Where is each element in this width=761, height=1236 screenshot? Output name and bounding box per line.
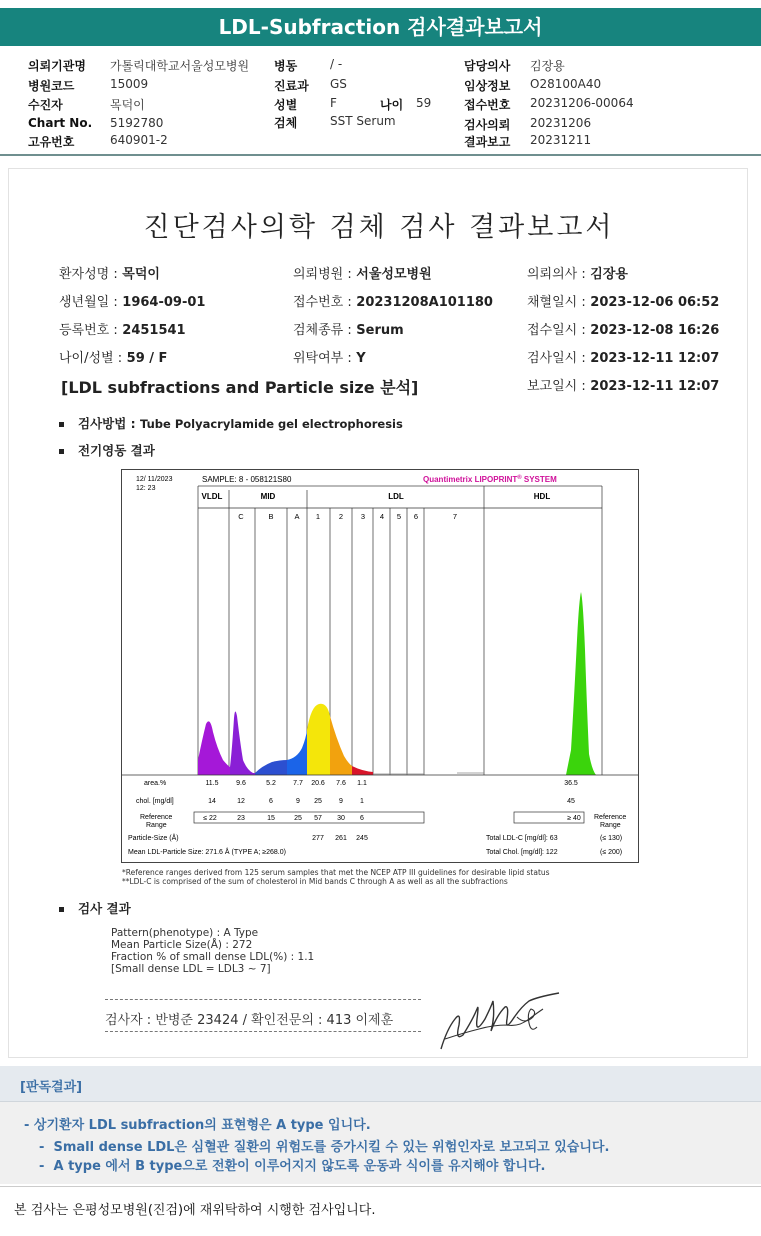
info-value: GS xyxy=(330,77,347,91)
group-label-hdl: HDL xyxy=(533,492,551,501)
info-label: 결과보고 xyxy=(464,135,511,149)
patient-field: 접수번호 : 20231208A101180 xyxy=(293,295,493,310)
mid-c-peak xyxy=(230,711,255,775)
patient-field: 검사일시 : 2023-12-11 12:07 xyxy=(527,351,720,366)
band-label: A xyxy=(294,512,300,521)
patient-field: 의뢰병원 : 서울성모병원 xyxy=(293,267,432,282)
band-label: 5 xyxy=(396,512,402,521)
chart-date: 12/ 11/2023 xyxy=(136,476,173,483)
info-value: 20231211 xyxy=(530,133,592,147)
row-chol-label: chol. [mg/dl] xyxy=(136,798,174,805)
info-value: 20231206 xyxy=(530,116,592,130)
info-value: 20231206-00064 xyxy=(530,96,634,110)
interpretation-line: - A type 에서 B type으로 전환이 이루어지지 않도록 운동과 식이를 유지해야 합니다. xyxy=(30,1159,546,1174)
lab-report-image xyxy=(8,168,748,1058)
info-label: 진료과 xyxy=(274,79,309,93)
chart-brand: Quantimetrix LIPOPRINT® SYSTEM xyxy=(423,475,557,484)
info-label: 임상정보 xyxy=(464,79,511,93)
patient-field: 접수일시 : 2023-12-08 16:26 xyxy=(527,323,720,338)
chol-value: 25 xyxy=(314,798,322,805)
band-dividers xyxy=(198,486,602,775)
group-label-mid: MID xyxy=(260,492,276,501)
info-value: SST Serum xyxy=(330,114,396,128)
footnote: **LDL-C is comprised of the sum of cholesterol in Mid bands C through A as well as all the subfractions xyxy=(122,877,508,886)
result-line: Mean Particle Size(Å) : 272 xyxy=(111,939,253,951)
footnote: *Reference ranges derived from 125 serum samples that met the NCEP ATP III guidelines for desirable lipid status xyxy=(122,868,550,877)
ldl3-peak xyxy=(352,766,373,775)
right-ref-label: Range xyxy=(600,822,621,829)
info-label: 병동 xyxy=(274,59,298,73)
report-header-title: LDL-Subfraction 검사결과보고서 xyxy=(0,8,761,46)
info-label: 수진자 xyxy=(28,98,63,112)
patient-field: 채혈일시 : 2023-12-06 06:52 xyxy=(527,295,720,310)
total-chol-ref: (≤ 200) xyxy=(600,849,623,856)
particle-value: 245 xyxy=(356,835,368,842)
band-label: 2 xyxy=(338,512,344,521)
info-label: 담당의사 xyxy=(464,59,511,73)
chol-value: 12 xyxy=(237,798,245,805)
ref-label: Range xyxy=(146,822,167,829)
info-value: 가톨릭대학교서울성모병원 xyxy=(110,59,250,73)
group-label-ldl: LDL xyxy=(388,492,404,501)
band-label: 7 xyxy=(452,512,458,521)
particle-label: Particle-Size (Å) xyxy=(128,835,179,842)
info-label: 검사의뢰 xyxy=(464,118,511,132)
info-label: 성별 xyxy=(274,98,298,112)
right-ref-label: Reference xyxy=(594,814,627,821)
patient-field: 등록번호 : 2451541 xyxy=(59,323,186,338)
chol-value: 6 xyxy=(269,798,273,805)
ref-box xyxy=(194,812,424,823)
row-area-label: area.% xyxy=(144,780,167,787)
patient-field: 환자성명 : 목덕이 xyxy=(59,267,160,282)
mean-particle-size: Mean LDL-Particle Size: 271.6 Å (TYPE A; ≥268.0) xyxy=(128,849,286,856)
ref-value: 25 xyxy=(294,815,302,822)
info-label: 고유번호 xyxy=(28,135,75,149)
bottom-note: 본 검사는 은평성모병원(진검)에 재위탁하여 시행한 검사입니다. xyxy=(14,1203,376,1218)
mid-b-peak xyxy=(255,760,287,775)
chart-sample: SAMPLE: 8 - 058121S80 xyxy=(202,475,292,484)
section-title: [LDL subfractions and Particle size 분석] xyxy=(61,378,419,397)
patient-info-table xyxy=(0,48,761,160)
ref-value: 23 xyxy=(237,815,245,822)
bullet-icon xyxy=(59,422,64,427)
band-label: B xyxy=(268,512,274,521)
result-heading: 검사 결과 xyxy=(59,899,131,917)
area-value: 7.7 xyxy=(293,780,303,787)
info-value: 640901-2 xyxy=(110,133,168,147)
info-value: 목덕이 xyxy=(110,98,145,112)
band-label: C xyxy=(238,512,244,521)
hdl-ref-value: ≥ 40 xyxy=(567,815,581,822)
total-ldl: Total LDL-C [mg/dl]: 63 xyxy=(486,835,558,842)
patient-field: 의뢰의사 : 김장용 xyxy=(527,267,628,282)
chol-row xyxy=(208,798,575,805)
ref-value: 30 xyxy=(337,815,345,822)
ref-label: Reference xyxy=(140,814,173,821)
bullet-icon xyxy=(59,449,64,454)
ref-value: 6 xyxy=(360,815,364,822)
chol-value: 9 xyxy=(339,798,343,805)
patient-field: 보고일시 : 2023-12-11 12:07 xyxy=(527,379,720,394)
area-value: 11.5 xyxy=(205,780,219,787)
chart-time: 12: 23 xyxy=(136,485,156,492)
total-chol: Total Chol. [mg/dl]: 122 xyxy=(486,849,558,856)
electrophoresis-svg xyxy=(122,470,638,862)
area-value: 20.6 xyxy=(311,780,325,787)
chol-value: 9 xyxy=(296,798,300,805)
vldl-peak xyxy=(198,721,230,775)
interpretation-line: - Small dense LDL은 심혈관 질환의 위험도를 증가시킬 수 있는 위험인자로 보고되고 있습니다. xyxy=(30,1140,610,1155)
report-title: 진단검사의학 검체 검사 결과보고서 xyxy=(143,212,615,243)
info-value: F xyxy=(330,96,337,110)
area-value: 7.6 xyxy=(336,780,346,787)
info-value: / - xyxy=(330,57,343,71)
ref-value: 57 xyxy=(314,815,322,822)
interpretation-heading: [판독결과] xyxy=(20,1080,83,1095)
info-label: 검체 xyxy=(274,116,298,130)
result-line: [Small dense LDL = LDL3 ~ 7] xyxy=(111,963,271,975)
info-label: 접수번호 xyxy=(464,98,511,112)
band-label: 6 xyxy=(413,512,419,521)
particle-value: 261 xyxy=(335,835,347,842)
info-value: 59 xyxy=(416,96,432,110)
interpretation-line: - 상기환자 LDL subfraction의 표현형은 A type 입니다. xyxy=(24,1118,371,1133)
area-value: 36.5 xyxy=(564,780,578,787)
total-ldl-ref: (≤ 130) xyxy=(600,835,623,842)
group-label-vldl: VLDL xyxy=(201,492,223,501)
method-line: 검사방법 : Tube Polyacrylamide gel electrophoresis xyxy=(59,414,403,432)
handwritten-signature xyxy=(433,989,563,1055)
signature-divider xyxy=(105,999,421,1000)
info-label: 나이 xyxy=(380,98,404,112)
info-value: 5192780 xyxy=(110,116,164,130)
area-value: 5.2 xyxy=(266,780,276,787)
info-label: 의뢰기관명 xyxy=(28,59,86,73)
area-value: 9.6 xyxy=(236,780,246,787)
interpretation-panel xyxy=(0,1066,761,1184)
result-line: Pattern(phenotype) : A Type xyxy=(111,927,259,939)
band-label: 4 xyxy=(379,512,385,521)
bullet-icon xyxy=(59,907,64,912)
patient-field: 위탁여부 : Y xyxy=(293,351,366,366)
area-row xyxy=(205,780,577,787)
band-label: 3 xyxy=(360,512,366,521)
info-label: Chart No. xyxy=(28,116,93,130)
ref-row xyxy=(203,815,364,822)
chol-value: 14 xyxy=(208,798,216,805)
particle-row xyxy=(312,835,368,842)
info-value: O28100A40 xyxy=(530,77,602,91)
electrophoresis-heading: 전기영동 결과 xyxy=(59,441,155,459)
hdl-peak xyxy=(566,592,596,775)
ref-value: 15 xyxy=(267,815,275,822)
result-details xyxy=(111,927,314,975)
mid-a-peak xyxy=(287,730,307,775)
result-line: Fraction % of small dense LDL(%) : 1.1 xyxy=(111,951,315,963)
particle-value: 277 xyxy=(312,835,324,842)
chol-value: 45 xyxy=(567,798,575,805)
interpretation-header xyxy=(0,1066,761,1102)
patient-field: 생년월일 : 1964-09-01 xyxy=(59,295,206,310)
signature-divider xyxy=(105,1031,421,1032)
electrophoresis-trace xyxy=(198,592,596,775)
patient-field: 나이/성별 : 59 / F xyxy=(59,351,168,366)
area-value: 1.1 xyxy=(357,780,367,787)
ldl1-peak xyxy=(307,704,330,775)
info-label: 병원코드 xyxy=(28,79,75,93)
info-value: 15009 xyxy=(110,77,149,91)
ref-value: ≤ 22 xyxy=(203,815,217,822)
patient-field: 검체종류 : Serum xyxy=(293,323,404,338)
divider xyxy=(0,1186,761,1187)
info-value: 김장용 xyxy=(530,59,565,73)
chol-value: 1 xyxy=(360,798,364,805)
band-label: 1 xyxy=(315,512,321,521)
electrophoresis-chart xyxy=(121,469,639,863)
signature-text: 검사자 : 반병준 23424 / 확인전문의 : 413 이제훈 xyxy=(105,1013,394,1028)
ldl2-peak xyxy=(330,716,352,775)
divider xyxy=(0,154,761,156)
